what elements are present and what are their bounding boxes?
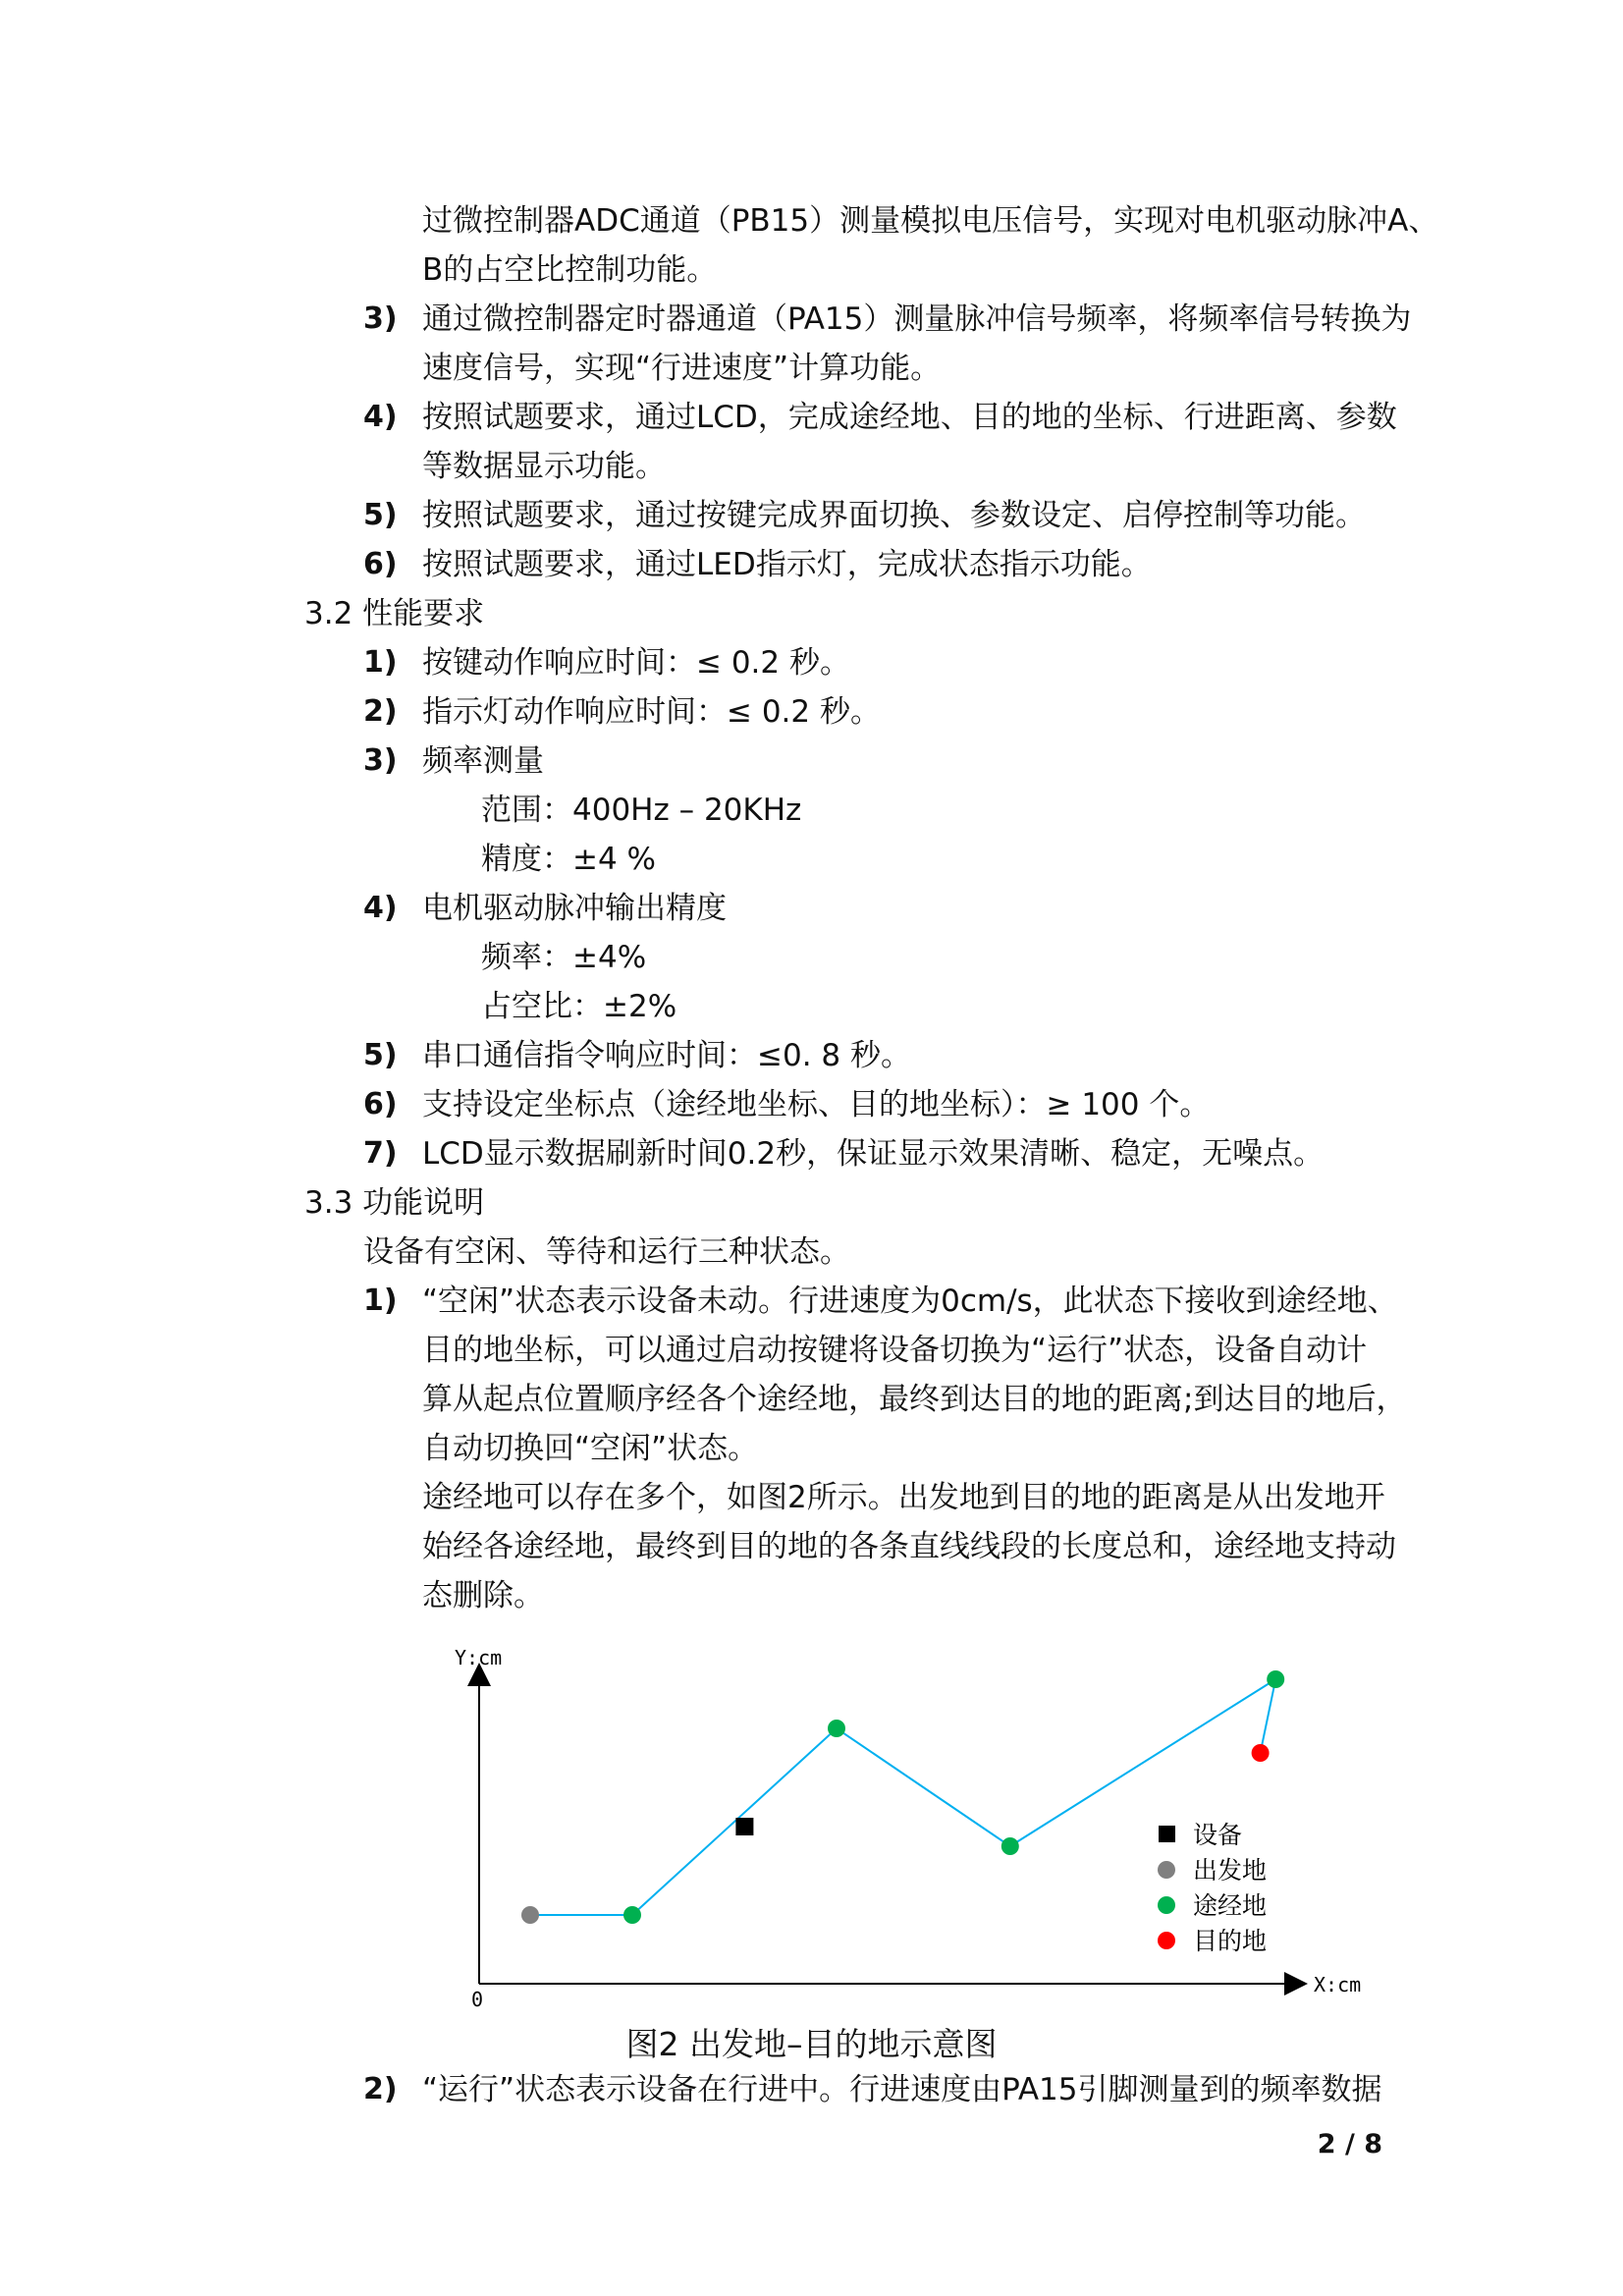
text-line: LCD显示数据刷新时间0.2秒，保证显示效果清晰、稳定，无噪点。 xyxy=(422,1136,1325,1172)
text-line: 速度信号，实现“行进速度”计算功能。 xyxy=(422,351,942,386)
list-number: 5) xyxy=(363,1038,398,1072)
text-line: “空闲”状态表示设备未动。行进速度为0cm/s，此状态下接收到途经地、 xyxy=(422,1284,1398,1319)
legend-label: 出发地 xyxy=(1193,1856,1268,1885)
list-number: 2) xyxy=(363,2072,398,2106)
text-line: 算从起点位置顺序经各个途经地，最终到达目的地的距离;到达目的地后， xyxy=(422,1382,1407,1417)
legend-label: 途经地 xyxy=(1193,1891,1268,1920)
text-line: 支持设定坐标点（途经地坐标、目的地坐标）：≥ 100 个。 xyxy=(422,1087,1211,1122)
list-number: 5) xyxy=(363,498,398,532)
x-axis-label: X:cm xyxy=(1314,1973,1362,1996)
page-number: 2 / 8 xyxy=(1317,2129,1382,2159)
text-line: 目的地坐标，可以通过启动按键将设备切换为“运行”状态，设备自动计 xyxy=(422,1333,1368,1368)
text-line: 按照试题要求，通过LCD，完成途经地、目的地的坐标、行进距离、参数 xyxy=(422,400,1397,435)
legend-marker xyxy=(1158,1932,1175,1949)
list-number: 4) xyxy=(363,400,398,434)
list-number: 1) xyxy=(363,645,398,680)
text-line: 途经地可以存在多个，如图2所示。出发地到目的地的距离是从出发地开 xyxy=(422,1480,1385,1515)
text-line: 通过微控制器定时器通道（PA15）测量脉冲信号频率，将频率信号转换为 xyxy=(422,301,1412,337)
route-point xyxy=(623,1906,641,1924)
y-axis-label: Y:cm xyxy=(455,1646,503,1669)
list-number: 4) xyxy=(363,891,398,925)
legend-label: 目的地 xyxy=(1193,1927,1268,1955)
figure-caption: 图2 出发地–目的地示意图 xyxy=(625,2025,998,2063)
list-number: 7) xyxy=(363,1136,398,1171)
text-line: 等数据显示功能。 xyxy=(422,449,666,484)
text-line: 频率测量 xyxy=(422,743,544,779)
text-line: 始经各途经地，最终到目的地的各条直线线段的长度总和，途经地支持动 xyxy=(422,1529,1396,1564)
device-marker xyxy=(735,1818,753,1835)
text-line: 指示灯动作响应时间：≤ 0.2 秒。 xyxy=(422,694,881,730)
text-line: “运行”状态表示设备在行进中。行进速度由PA15引脚测量到的频率数据 xyxy=(422,2072,1382,2107)
text-line: 按照试题要求，通过按键完成界面切换、参数设定、启停控制等功能。 xyxy=(422,498,1366,533)
list-number: 3) xyxy=(363,301,398,336)
route-point xyxy=(828,1720,845,1737)
text-line: 串口通信指令响应时间：≤0. 8 秒。 xyxy=(422,1038,911,1073)
section-heading: 3.2 性能要求 xyxy=(304,596,485,631)
text-line: B的占空比控制功能。 xyxy=(422,252,718,288)
legend-label: 设备 xyxy=(1193,1821,1243,1849)
list-number: 6) xyxy=(363,1087,398,1121)
route-diagram xyxy=(432,1620,1414,2013)
text-line: 过微控制器ADC通道（PB15）测量模拟电压信号，实现对电机驱动脉冲A、 xyxy=(422,203,1439,239)
section-heading: 3.3 功能说明 xyxy=(304,1185,485,1221)
text-line: 占空比：±2% xyxy=(481,989,677,1024)
list-number: 2) xyxy=(363,694,398,729)
text-line: 设备有空闲、等待和运行三种状态。 xyxy=(363,1234,850,1270)
text-line: 电机驱动脉冲输出精度 xyxy=(422,891,727,926)
route-point xyxy=(1252,1744,1270,1762)
text-line: 精度：±4 % xyxy=(481,842,657,877)
text-line: 按照试题要求，通过LED指示灯，完成状态指示功能。 xyxy=(422,547,1152,582)
list-number: 3) xyxy=(363,743,398,778)
route-line xyxy=(530,1679,1275,1915)
route-point xyxy=(1001,1837,1019,1855)
text-line: 频率：±4% xyxy=(481,940,647,975)
text-line: 自动切换回“空闲”状态。 xyxy=(422,1431,759,1466)
text-line: 按键动作响应时间：≤ 0.2 秒。 xyxy=(422,645,850,681)
route-point xyxy=(521,1906,539,1924)
origin-label: 0 xyxy=(471,1988,484,2011)
legend-marker xyxy=(1158,1861,1175,1879)
text-line: 范围：400Hz – 20KHz xyxy=(481,793,802,828)
route-point xyxy=(1267,1670,1284,1688)
list-number: 6) xyxy=(363,547,398,581)
list-number: 1) xyxy=(363,1284,398,1318)
legend-marker xyxy=(1159,1826,1175,1842)
legend-marker xyxy=(1158,1896,1175,1914)
route-path xyxy=(521,1670,1284,1924)
legend xyxy=(1158,1821,1267,1955)
text-line: 态删除。 xyxy=(422,1578,544,1613)
